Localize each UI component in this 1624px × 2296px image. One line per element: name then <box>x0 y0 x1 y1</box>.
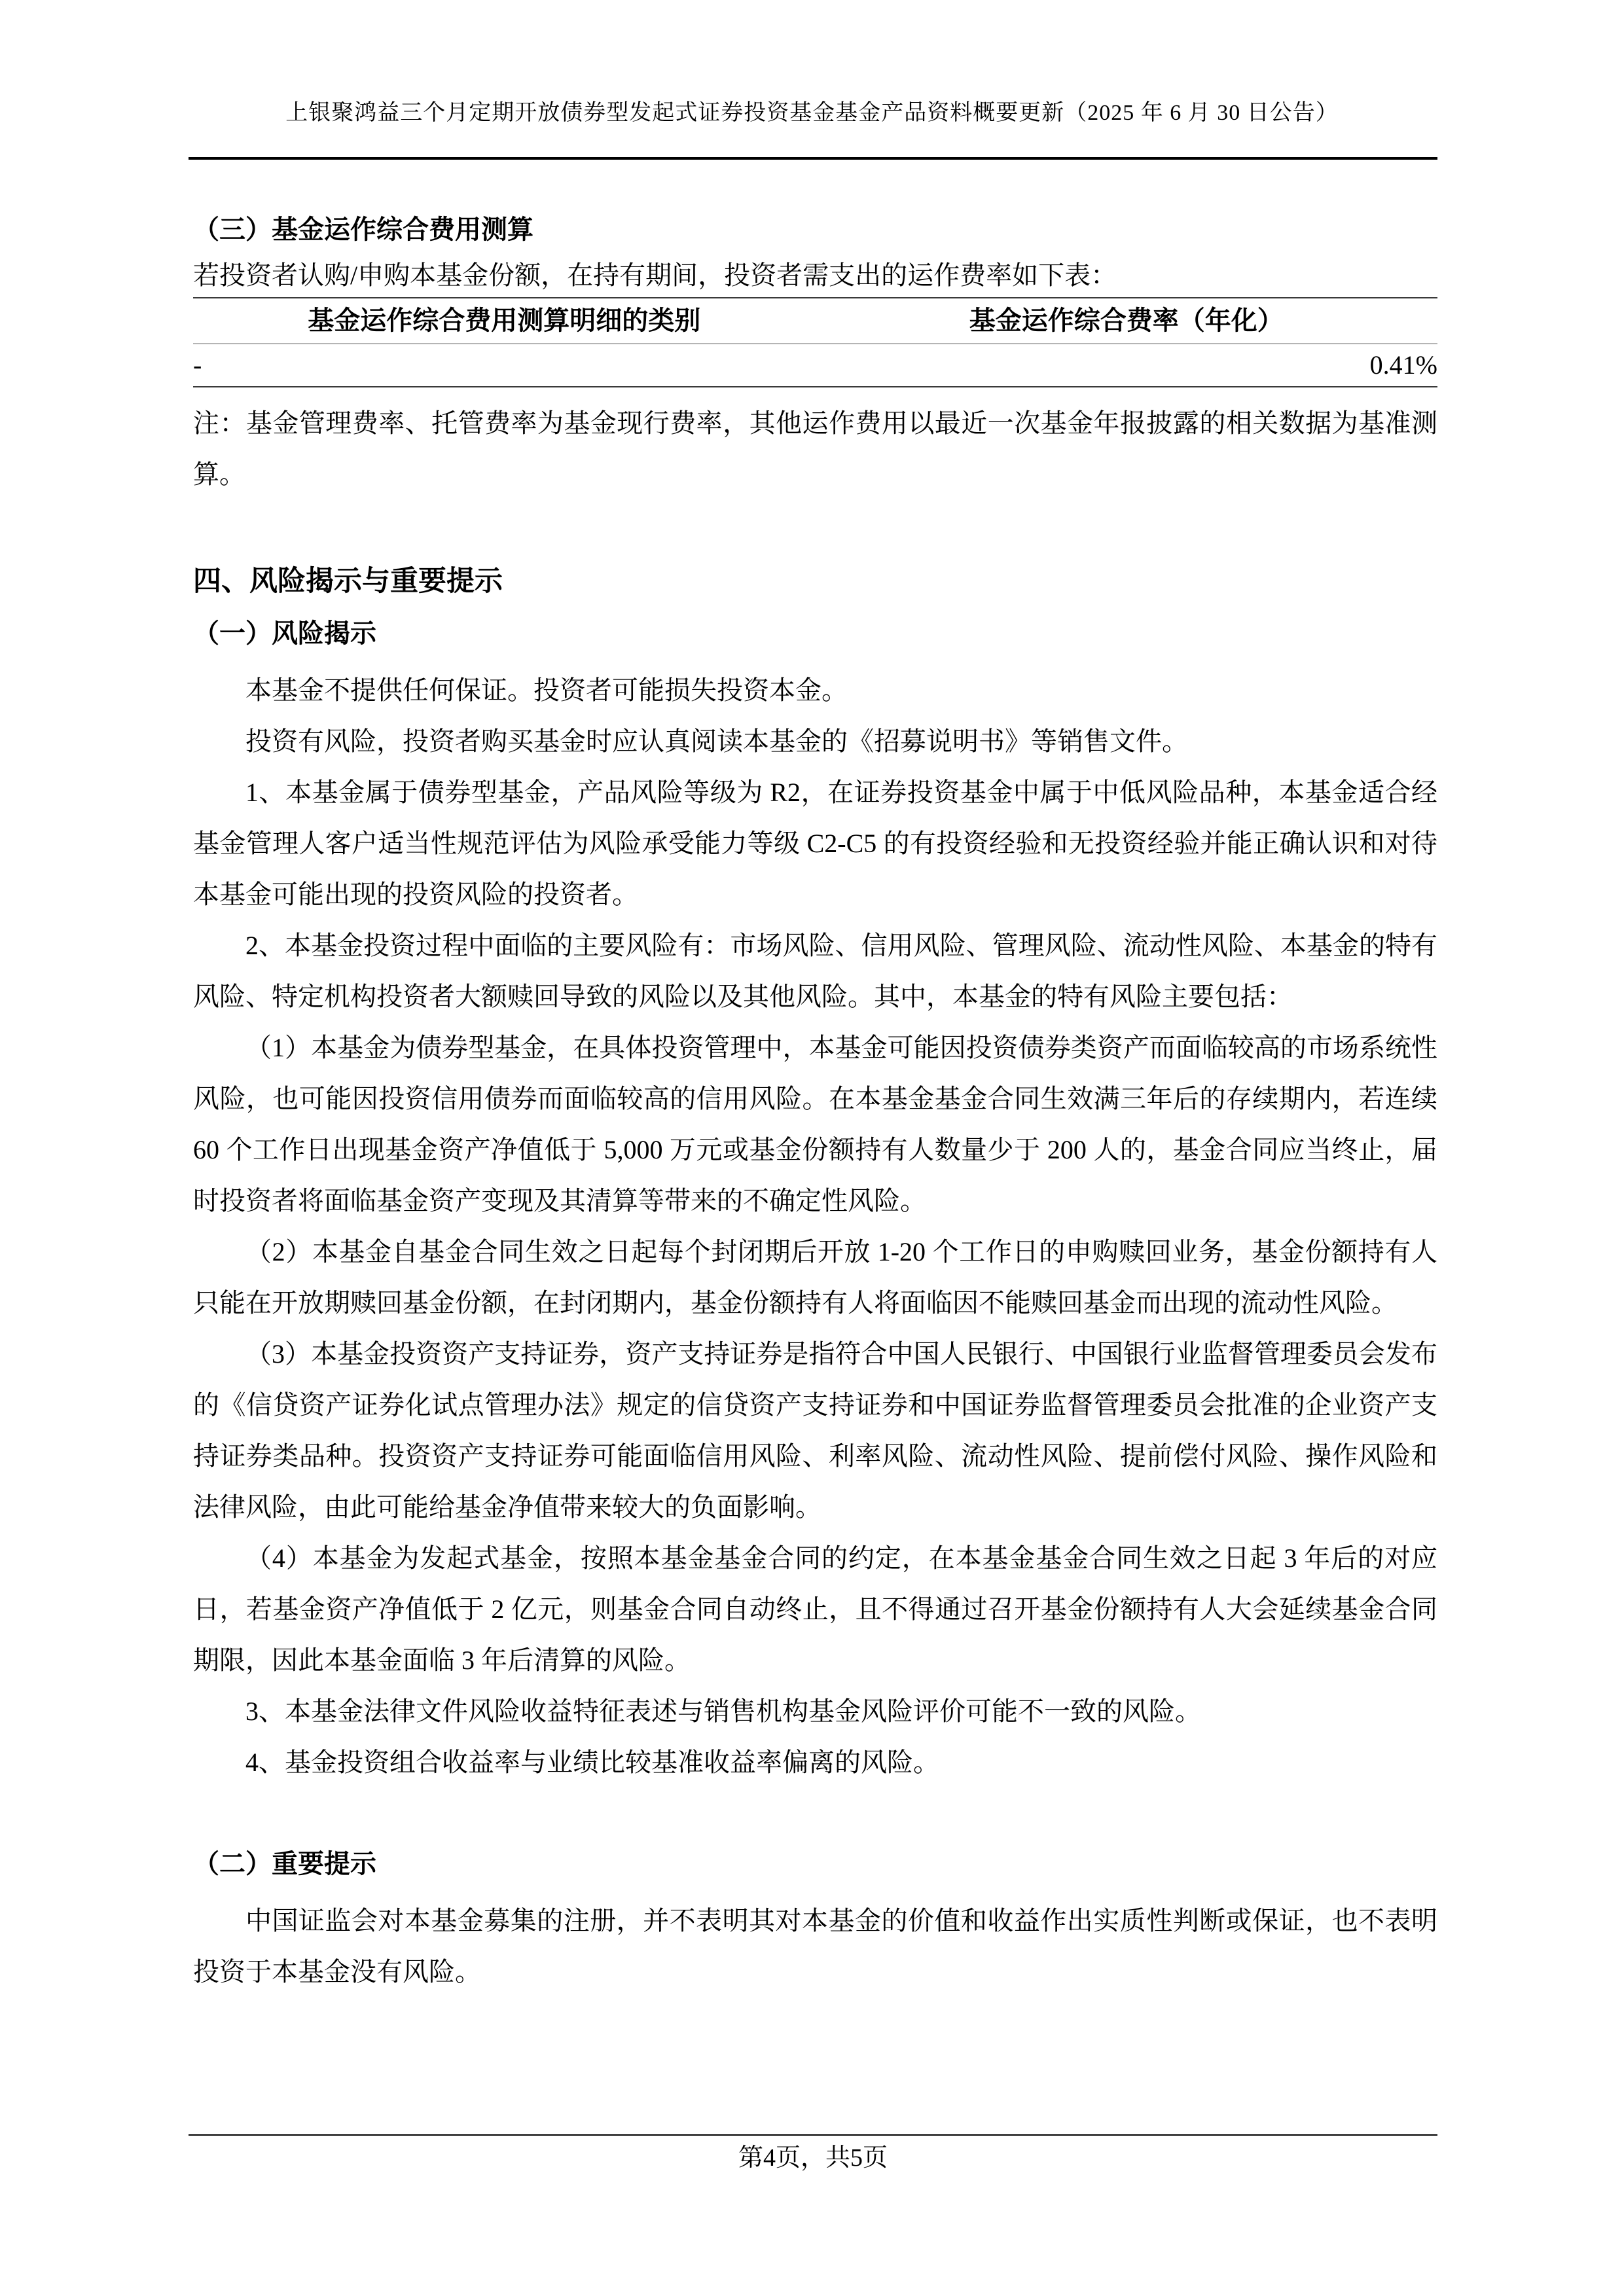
fee-section-heading: （三）基金运作综合费用测算 <box>193 215 533 244</box>
fee-note-text: 注：基金管理费率、托管费率为基金现行费率，其他运作费用以最近一次基金年报披露的相关数据为基准测算。 <box>193 408 1437 489</box>
header-title: 上银聚鸿益三个月定期开放债券型发起式证券投资基金基金产品资料概要更新（2025 年 6 月 30 日公告） <box>285 101 1339 125</box>
document-body <box>193 211 1437 1998</box>
fee-table-cell-rate: 0.41% <box>1369 350 1437 380</box>
risk-paragraph: （4）本基金为发起式基金，按照本基金基金合同的约定，在本基金基金合同生效之日起 3 年后的对应日，若基金资产净值低于 2 亿元，则基金合同自动终止，且不得通过召开基金份额持有人大会延续基金合同期限，因此本基金面临 3 年后清算的风险。 <box>193 1543 1437 1675</box>
risk-paragraph: （2）本基金自基金合同生效之日起每个封闭期后开放 1-20 个工作日的申购赎回业务，基金份额持有人只能在开放期赎回基金份额，在封闭期内，基金份额持有人将面临因不能赎回基金而出现的流动性风险。 <box>193 1237 1437 1318</box>
risk-paragraph: 1、本基金属于债券型基金，产品风险等级为 R2，在证券投资基金中属于中低风险品种，本基金适合经基金管理人客户适当性规范评估为风险承受能力等级 C2-C5 的有投资经验和无投资经验并能正确认识和对待本基金可能出现的投资风险的投资者。 <box>193 778 1437 909</box>
fee-table-header-rate: 基金运作综合费率（年化） <box>816 298 1438 344</box>
risk-paragraph: 本基金不提供任何保证。投资者可能损失投资本金。 <box>245 675 848 705</box>
risk-paragraph: 投资有风险，投资者购买基金时应认真阅读本基金的《招募说明书》等销售文件。 <box>245 726 1188 756</box>
fee-table <box>193 297 1437 387</box>
risk-section-heading: 四、风险揭示与重要提示 <box>193 566 503 597</box>
page-footer <box>189 2134 1437 2174</box>
risk-paragraph: （1）本基金为债券型基金，在具体投资管理中，本基金可能因投资债券类资产而面临较高的市场系统性风险，也可能因投资信用债券而面临较高的信用风险。在本基金基金合同生效满三年后的存续期内，若连续 60 个工作日出现基金资产净值低于 5,000 万元或基金份额持有人数量少于 200 人的，基金合同应当终止，届时投资者将面临基金资产变现及其清算等带来的不确定性风险。 <box>193 1033 1437 1215</box>
important-notice-heading: （二）重要提示 <box>193 1849 376 1878</box>
risk-paragraph: 4、基金投资组合收益率与业绩比较基准收益率偏离的风险。 <box>245 1748 939 1777</box>
fee-table-header-category: 基金运作综合费用测算明细的类别 <box>193 298 816 344</box>
fee-table-cell-category: - <box>193 350 202 380</box>
fee-intro-text: 若投资者认购/申购本基金份额，在持有期间，投资者需支出的运作费率如下表： <box>193 260 1117 290</box>
footer-rule <box>189 2134 1437 2136</box>
fee-table-header-row <box>193 298 1437 344</box>
header-rule <box>189 157 1437 160</box>
risk-paragraph: 3、本基金法律文件风险收益特征表述与销售机构基金风险评价可能不一致的风险。 <box>245 1696 1201 1726</box>
page-number: 第4页，共5页 <box>738 2144 888 2172</box>
important-notice-paragraph: 中国证监会对本基金募集的注册，并不表明其对本基金的价值和收益作出实质性判断或保证，也不表明投资于本基金没有风险。 <box>193 1906 1437 1986</box>
risk-disclosure-heading: （一）风险揭示 <box>193 619 376 648</box>
risk-paragraph: （3）本基金投资资产支持证券，资产支持证券是指符合中国人民银行、中国银行业监督管理委员会发布的《信贷资产证券化试点管理办法》规定的信贷资产支持证券和中国证券监督管理委员会批准的企业资产支持证券类品种。投资资产支持证券可能面临信用风险、利率风险、流动性风险、提前偿付风险、操作风险和法律风险，由此可能给基金净值带来较大的负面影响。 <box>193 1339 1437 1522</box>
risk-paragraph: 2、本基金投资过程中面临的主要风险有：市场风险、信用风险、管理风险、流动性风险、本基金的特有风险、特定机构投资者大额赎回导致的风险以及其他风险。其中，本基金的特有风险主要包括： <box>193 931 1437 1011</box>
fee-table-row <box>193 344 1437 387</box>
